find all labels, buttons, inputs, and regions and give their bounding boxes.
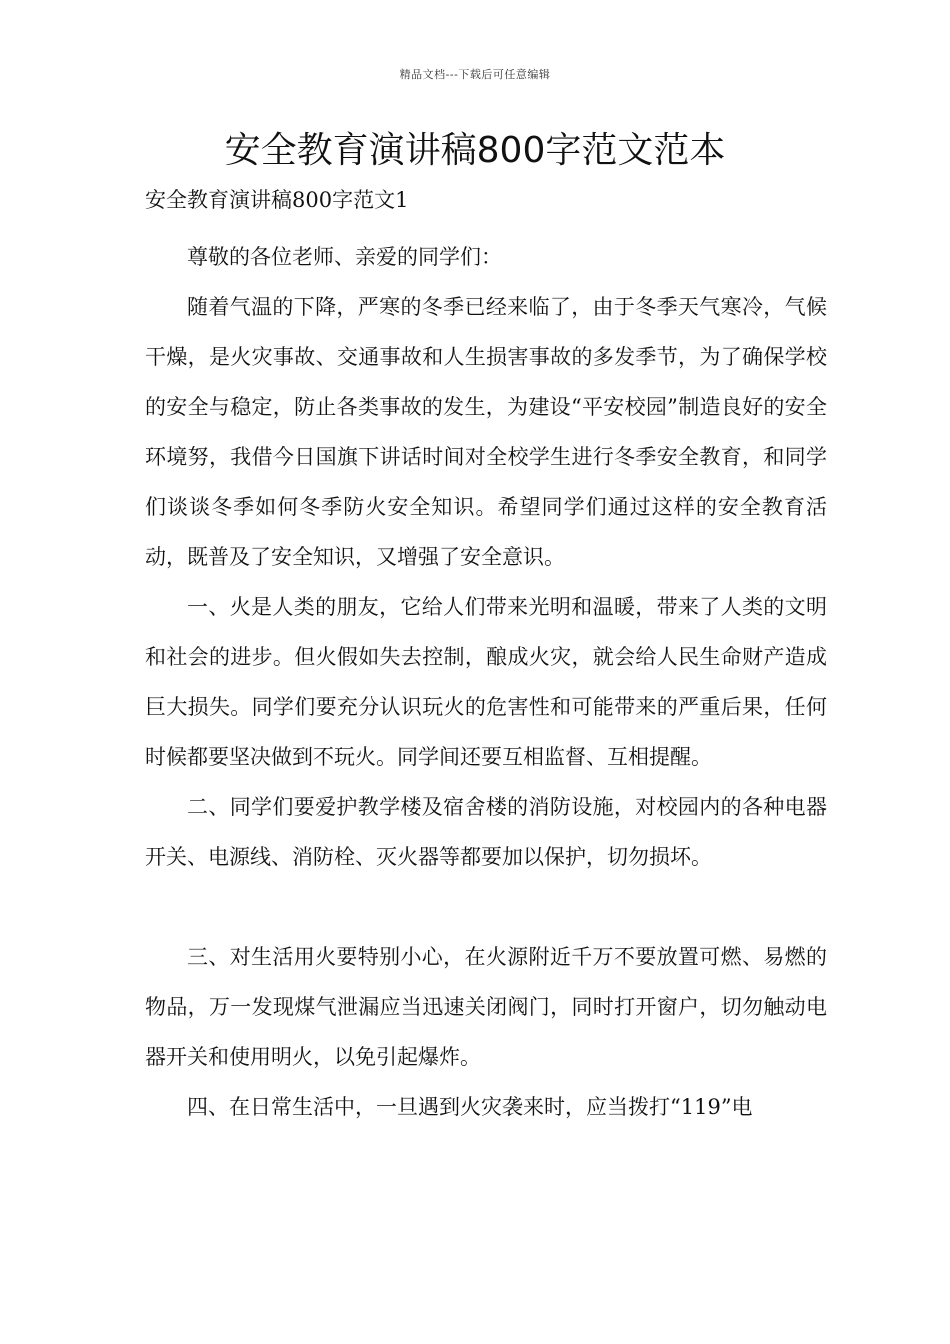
paragraph-point-3: 三、对生活用火要特别小心，在火源附近千万不要放置可燃、易燃的物品，万一发现煤气泄漏应当迅速关闭阀门，同时打开窗户，切勿触动电器开关和使用明火，以免引起爆炸。 — [145, 945, 827, 1069]
document-title: 安全教育演讲稿800字范文范本 — [224, 130, 726, 171]
paragraph-greeting: 尊敬的各位老师、亲爱的同学们： — [187, 245, 502, 269]
page-header-note: 精品文档---下载后可任意编辑 — [399, 68, 551, 81]
paragraph-point-2: 二、同学们要爱护教学楼及宿舍楼的消防设施，对校园内的各种电器开关、电源线、消防栓、灭火器等都要加以保护，切勿损坏。 — [145, 795, 827, 869]
document-subtitle: 安全教育演讲稿800字范文1 — [145, 188, 409, 212]
paragraph-point-4: 四、在日常生活中，一旦遇到火灾袭来时，应当拨打“119”电 — [187, 1095, 753, 1119]
document-body — [145, 232, 827, 1132]
paragraph-point-1: 一、火是人类的朋友，它给人们带来光明和温暖，带来了人类的文明和社会的进步。但火假如失去控制，酿成火灾，就会给人民生命财产造成巨大损失。同学们要充分认识玩火的危害性和可能带来的严重后果，任何时候都要坚决做到不玩火。同学间还要互相监督、互相提醒。 — [145, 595, 827, 769]
paragraph-intro: 随着气温的下降，严寒的冬季已经来临了，由于冬季天气寒冷，气候干燥，是火灾事故、交通事故和人生损害事故的多发季节，为了确保学校的安全与稳定，防止各类事故的发生，为建设“平安校园”制造良好的安全环境努，我借今日国旗下讲话时间对全校学生进行冬季安全教育，和同学们谈谈冬季如何冬季防火安全知识。希望同学们通过这样的安全教育活动，既普及了安全知识，又增强了安全意识。 — [145, 295, 827, 569]
